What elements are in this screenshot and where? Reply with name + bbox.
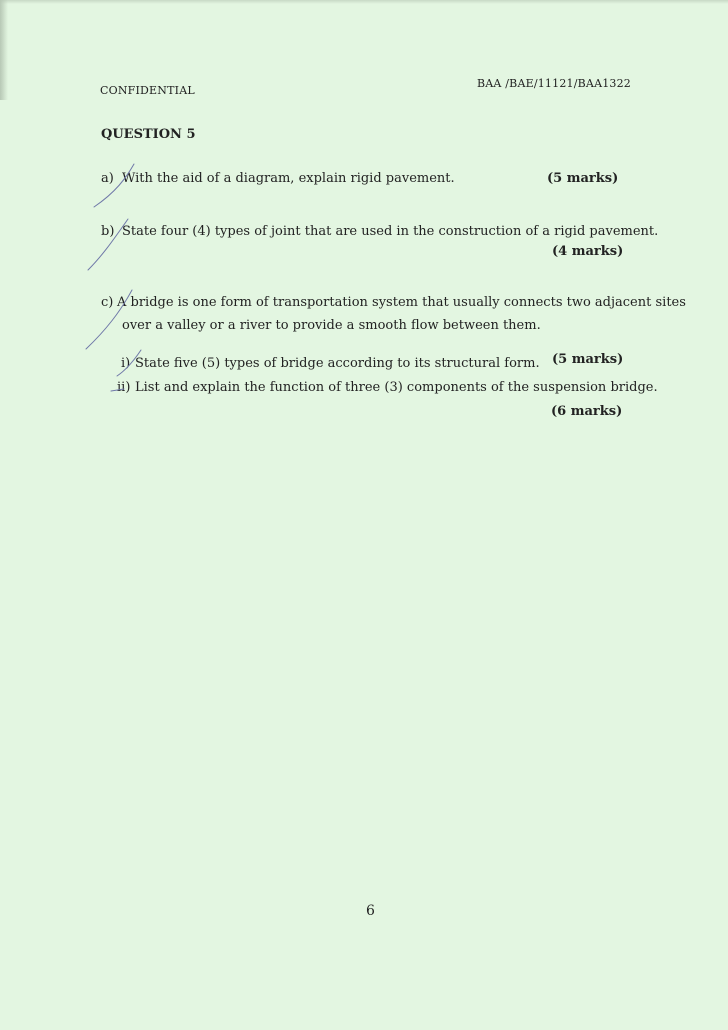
header-confidential: CONFIDENTIAL (100, 84, 195, 97)
part-c-label: c) (101, 295, 114, 310)
page-top-edge (0, 0, 728, 4)
part-c-i-label: i) (121, 356, 131, 371)
part-a-label: a) (101, 171, 114, 186)
part-c-ii-text: List and explain the function of three (3) components of the suspension bridge. (135, 380, 658, 395)
question-title: QUESTION 5 (101, 127, 196, 142)
page-number: 6 (366, 903, 375, 919)
part-c-line2: over a valley or a river to provide a smooth flow between them. (122, 318, 541, 333)
header-course-code: BAA /BAE/11121/BAA1322 (477, 77, 632, 90)
part-b-text: State four (4) types of joint that are used in the construction of a rigid pavement. (122, 224, 659, 239)
page-left-edge (0, 0, 8, 100)
part-c-i-text: State five (5) types of bridge according to its structural form. (135, 356, 540, 371)
part-c-i-marks: (5 marks) (552, 352, 624, 367)
part-b-marks: (4 marks) (552, 244, 624, 259)
part-c-ii-label: ii) (117, 380, 131, 395)
part-b-label: b) (101, 224, 115, 239)
part-a-text: With the aid of a diagram, explain rigid pavement. (122, 171, 455, 186)
part-c-ii-marks: (6 marks) (551, 404, 623, 419)
part-a-marks: (5 marks) (547, 171, 619, 186)
part-c-line1: A bridge is one form of transportation system that usually connects two adjacent sites (117, 295, 686, 310)
